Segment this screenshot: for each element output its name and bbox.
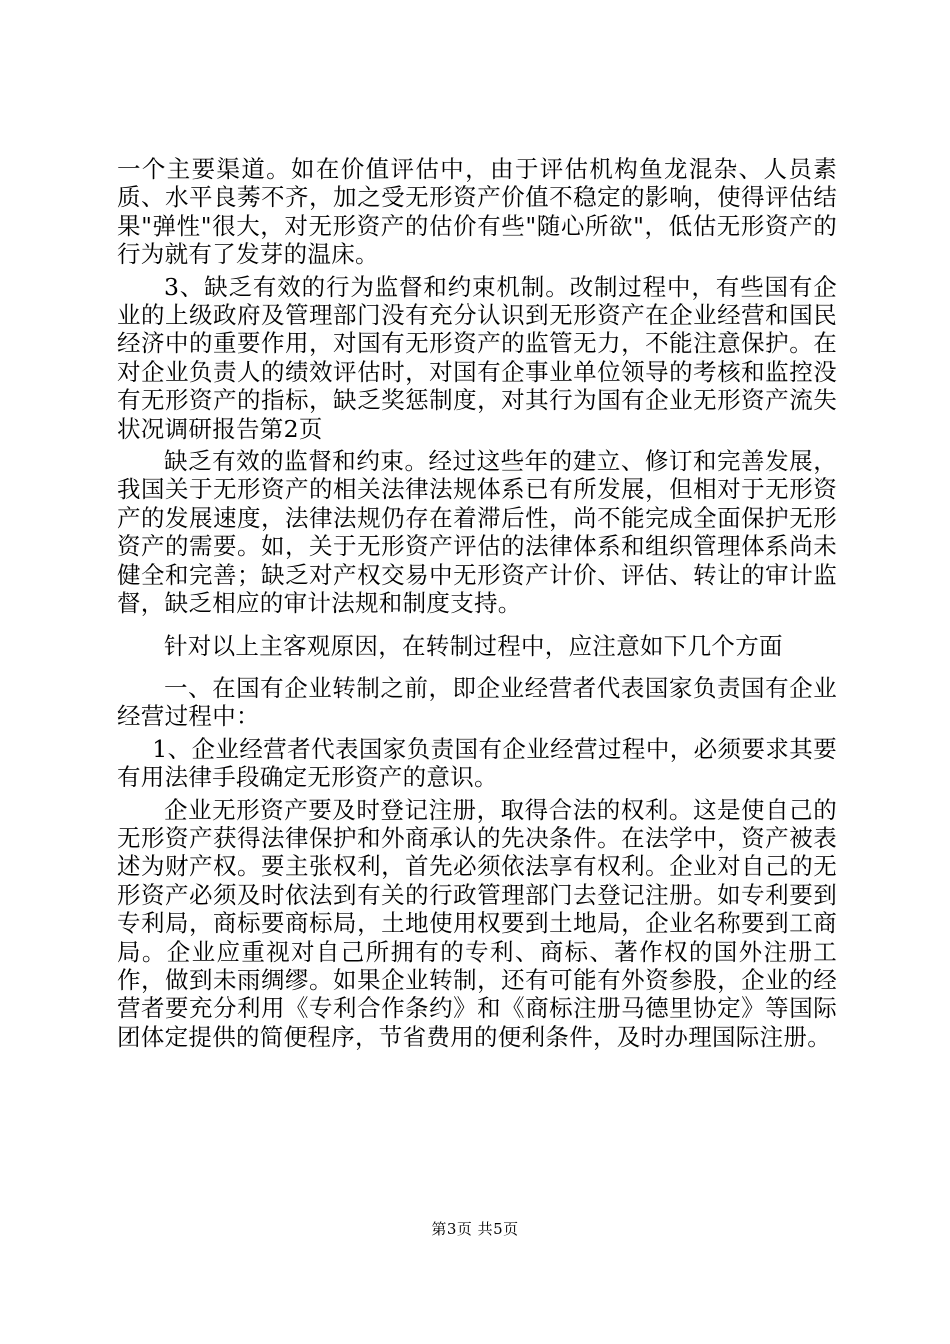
paragraph-7: 企业无形资产要及时登记注册，取得合法的权利。这是使自己的无形资产获得法律保护和外商承认的先决条件。在法学中，资产被表述为财产权。要主张权利，首先必须依法享有权利。企业对自己的无形资产必须及时依法到有关的行政管理部门去登记注册。如专利要到专利局，商标要商标局，土地使用权要到土地局，企业名称要到工商局。企业应重视对自己所拥有的专利、商标、著作权的国外注册工作，做到未雨绸缪。如果企业转制，还有可能有外资参股，企业的经营者要充分利用《专利合作条约》和《商标注册马德里协定》等国际团体定提供的简便程序，节省费用的便利条件，及时办理国际注册。 xyxy=(117,795,837,1051)
paragraph-5: 一、在国有企业转制之前，即企业经营者代表国家负责国有企业经营过程中： xyxy=(117,673,837,731)
paragraph-3: 缺乏有效的监督和约束。经过这些年的建立、修订和完善发展，我国关于无形资产的相关法律法规体系已有所发展，但相对于无形资产的发展速度，法律法规仍存在着滞后性，尚不能完成全面保护无形资产的需要。如，关于无形资产评估的法律体系和组织管理体系尚未健全和完善；缺乏对产权交易中无形资产计价、评估、转让的审计监督，缺乏相应的审计法规和制度支持。 xyxy=(117,447,837,618)
paragraph-1: 一个主要渠道。如在价值评估中，由于评估机构鱼龙混杂、人员素质、水平良莠不齐，加之受无形资产价值不稳定的影响，使得评估结果"弹性"很大，对无形资产的估价有些"随心所欲"，低估无形资产的行为就有了发芽的温床。 xyxy=(117,155,837,269)
paragraph-4: 针对以上主客观原因，在转制过程中，应注意如下几个方面 xyxy=(164,631,783,660)
paragraph-6: 1、企业经营者代表国家负责国有企业经营过程中，必须要求其要有用法律手段确定无形资产的意识。 xyxy=(117,734,837,792)
page-number-footer: 第3页 共5页 xyxy=(431,1220,519,1238)
paragraph-2: 3、缺乏有效的行为监督和约束机制。改制过程中，有些国有企业的上级政府及管理部门没有充分认识到无形资产在企业经营和国民经济中的重要作用，对国有无形资产的监管无力，不能注意保护。在对企业负责人的绩效评估时，对国有企事业单位领导的考核和监控没有无形资产的指标，缺乏奖惩制度，对其行为国有企业无形资产流失状况调研报告第2页 xyxy=(117,272,837,443)
document-body xyxy=(117,155,837,1051)
